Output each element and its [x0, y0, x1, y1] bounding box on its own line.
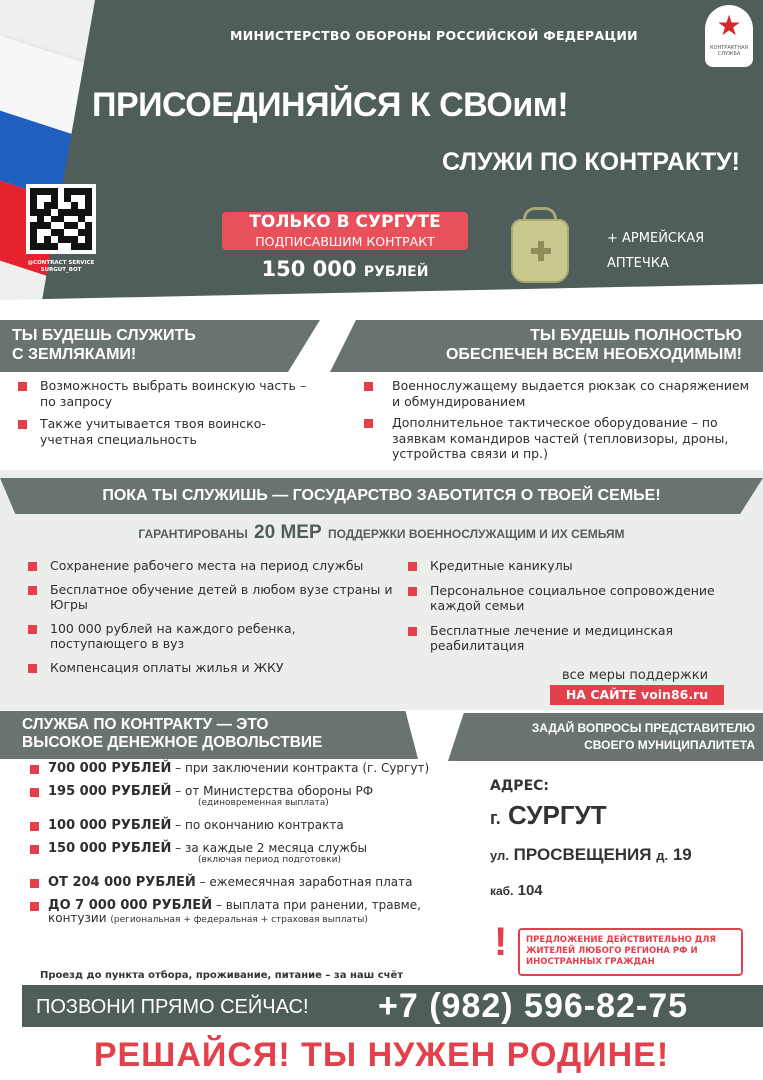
- final-slogan: РЕШАЙСЯ! ТЫ НУЖЕН РОДИНЕ!: [93, 1036, 670, 1074]
- payment-amount: 100 000 РУБЛЕЙ: [48, 818, 172, 833]
- first-aid-kit-icon: [505, 205, 575, 285]
- payment-amount: 195 000 РУБЛЕЙ: [48, 784, 172, 799]
- payment-text: – за каждые 2 месяца службы: [171, 841, 367, 855]
- payment-note: (региональная + федеральная + страховая выплаты): [110, 915, 368, 925]
- payment-amount: 700 000 РУБЛЕЙ: [48, 761, 172, 776]
- room-number: 104: [517, 882, 543, 899]
- list-item: Бесплатное обучение детей в любом вузе страны и Югры: [24, 582, 394, 613]
- qr-code[interactable]: [26, 184, 96, 254]
- home-title-line1: ТЫ БУДЕШЬ СЛУЖИТЬ: [12, 327, 196, 344]
- home-list: [14, 378, 314, 454]
- supply-title-line2: ОБЕСПЕЧЕН ВСЕМ НЕОБХОДИМЫМ!: [445, 346, 742, 363]
- ministry-name: МИНИСТЕРСТВО ОБОРОНЫ РОССИЙСКОЙ ФЕДЕРАЦИИ: [230, 28, 638, 43]
- family-banner-title: ПОКА ТЫ СЛУЖИШЬ — ГОСУДАРСТВО ЗАБОТИТСЯ О ТВОЕЙ СЕМЬЕ!: [102, 487, 661, 504]
- city-prefix: г.: [490, 808, 501, 828]
- payment-text: – выплата при ранении, травме, контузии: [48, 898, 421, 925]
- payment-item: [28, 762, 468, 775]
- city-name: СУРГУТ: [507, 800, 607, 830]
- bonus-amount-value: 150 000: [261, 257, 357, 281]
- guarantee-pre: ГАРАНТИРОВАНЫ: [138, 527, 248, 541]
- main-title: ПРИСОЕДИНЯЙСЯ К СВОим!: [92, 86, 569, 124]
- exclamation-icon: !: [494, 920, 508, 964]
- payment-item: [28, 842, 468, 866]
- family-list-left: [24, 558, 394, 683]
- payment-note: (единовременная выплата): [198, 798, 329, 808]
- qr-code-pattern: [30, 188, 92, 250]
- payments-list: [28, 762, 468, 936]
- all-measures-text: все меры поддержки: [561, 668, 709, 683]
- list-item: Персональное социальное сопровождение каждой семьи: [404, 583, 754, 614]
- payment-text: – ежемесячная заработная плата: [195, 875, 413, 889]
- bonus-subtitle: ПОДПИСАВШИМ КОНТРАКТ: [255, 234, 435, 249]
- house-number: 19: [672, 845, 692, 864]
- home-title-line2: С ЗЕМЛЯКАМИ!: [12, 346, 137, 363]
- phone-number[interactable]: +7 (982) 596-82-75: [378, 987, 689, 1025]
- payment-item: [28, 785, 468, 809]
- list-item: Компенсация оплаты жилья и ЖКУ: [24, 660, 394, 676]
- offer-note: ПРЕДЛОЖЕНИЕ ДЕЙСТВИТЕЛЬНО ДЛЯ ЖИТЕЛЕЙ ЛЮБОГО РЕГИОНА РФ И ИНОСТРАННЫХ ГРАЖДАН: [518, 928, 743, 976]
- kit-caption-line2: АПТЕЧКА: [607, 256, 669, 271]
- house-prefix: д.: [656, 848, 669, 863]
- list-item: Военнослужащему выдается рюкзак со снаряжением и обмундированием: [360, 378, 755, 409]
- qr-caption: @CONTRACT SERVICE SURGUT_BOT: [27, 260, 95, 273]
- website-link[interactable]: НА САЙТЕ voin86.ru: [550, 685, 724, 705]
- list-item: 100 000 рублей на каждого ребенка, поступающего в вуз: [24, 621, 394, 652]
- address-city: [490, 800, 607, 831]
- payment-amount: ОТ 204 000 РУБЛЕЙ: [48, 875, 196, 890]
- home-banner-title: [12, 326, 302, 364]
- bonus-amount-currency: РУБЛЕЙ: [363, 264, 429, 280]
- ask-banner-title: [460, 720, 755, 754]
- bonus-title: ТОЛЬКО В СУРГУТЕ: [249, 212, 441, 232]
- badge-text: КОНТРАКТНАЯ СЛУЖБА: [710, 45, 748, 57]
- contract-banner-title: [22, 716, 412, 752]
- contract-title-line2: ВЫСОКОЕ ДЕНЕЖНОЕ ДОВОЛЬСТВИЕ: [22, 734, 323, 751]
- payment-item: [28, 819, 468, 832]
- kit-caption-line1: + АРМЕЙСКАЯ: [607, 231, 705, 246]
- guarantee-post: ПОДДЕРЖКИ ВОЕННОСЛУЖАЩИМ И ИХ СЕМЬЯМ: [327, 527, 625, 541]
- bonus-amount: [222, 257, 468, 281]
- subtitle: СЛУЖИ ПО КОНТРАКТУ!: [442, 148, 740, 176]
- payment-amount: 150 000 РУБЛЕЙ: [48, 841, 172, 856]
- list-item: Сохранение рабочего места на период службы: [24, 558, 394, 574]
- travel-note: Проезд до пункта отбора, проживание, питание – за наш счёт: [40, 970, 404, 981]
- street-prefix: ул.: [490, 848, 509, 863]
- payment-text: – по окончанию контракта: [171, 818, 344, 832]
- guarantee-number: 20 МЕР: [254, 522, 322, 543]
- payment-text: – от Министерства обороны РФ: [171, 784, 374, 798]
- supply-title-line1: ТЫ БУДЕШЬ ПОЛНОСТЬЮ: [530, 327, 742, 344]
- guarantee-line: [0, 522, 763, 544]
- payment-amount: ДО 7 000 000 РУБЛЕЙ: [48, 898, 213, 913]
- supply-banner-title: [380, 326, 742, 364]
- street-name: ПРОСВЕЩЕНИЯ: [513, 845, 652, 864]
- list-item: Возможность выбрать воинскую часть – по запросу: [14, 378, 314, 409]
- ask-title-line1: ЗАДАЙ ВОПРОСЫ ПРЕДСТАВИТЕЛЮ: [531, 721, 755, 735]
- army-badge-logo: [705, 5, 753, 67]
- address-label: АДРЕС:: [490, 778, 550, 794]
- payment-note: (включая период подготовки): [198, 855, 341, 865]
- family-list-right: [404, 558, 754, 663]
- contract-title-line1: СЛУЖБА ПО КОНТРАКТУ — ЭТО: [22, 716, 269, 733]
- supply-list: [360, 378, 755, 468]
- address-room: [490, 882, 543, 899]
- payment-item: [28, 899, 468, 926]
- list-item: Дополнительное тактическое оборудование – по заявкам командиров частей (тепловизоры, дроны, устройства связи и пр.): [360, 415, 755, 462]
- call-text: ПОЗВОНИ ПРЯМО СЕЙЧАС!: [36, 996, 309, 1018]
- room-prefix: каб.: [490, 884, 514, 898]
- address-street: [490, 845, 692, 865]
- payment-item: [28, 876, 468, 889]
- list-item: Кредитные каникулы: [404, 558, 754, 574]
- star-icon: ★: [716, 9, 742, 42]
- list-item: Также учитывается твоя воинско-учетная специальность: [14, 416, 314, 447]
- payment-text: – при заключении контракта (г. Сургут): [171, 761, 430, 775]
- list-item: Бесплатные лечение и медицинская реабилитация: [404, 623, 754, 654]
- ask-title-line2: СВОЕГО МУНИЦИПАЛИТЕТА: [584, 738, 755, 752]
- kit-caption: [607, 226, 747, 276]
